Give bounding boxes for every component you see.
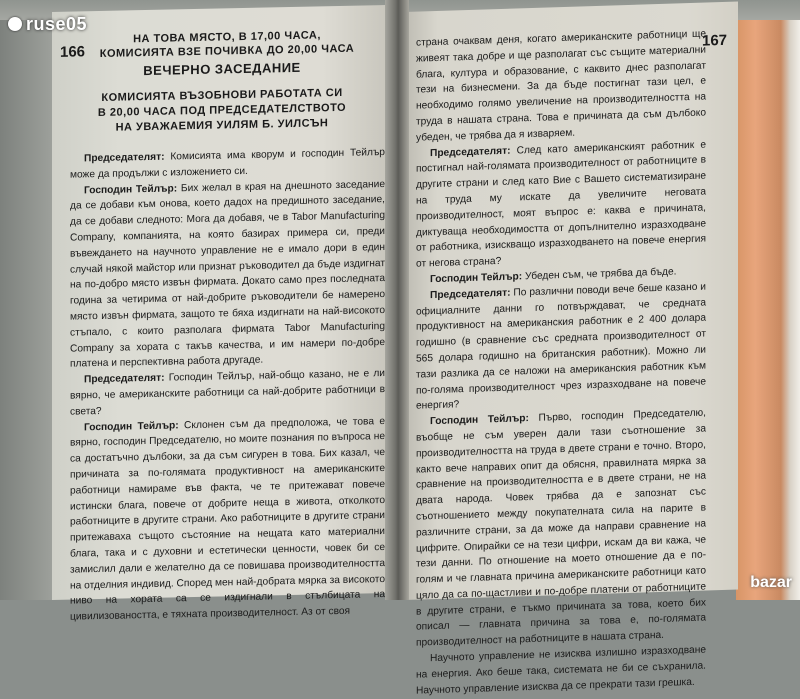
right-page-body (416, 27, 706, 699)
paragraph-text: Склонен съм да предположа, че това е вярно, господин Председателю, но моите познания по въпроса не са достатъчно дълбоки, за да съм сигурен в това. Бих казал, че причината за по-голямата продуктивност на американските работници намираме във факта, че те притежават повече истински блага, повече от добрите неща в живота, отколкото работниците в другите страни. Ако работниците в другите страни притежаваха същото състояние на нещата като материални блага, така и с духовни и естетически ценности, човек би се замислил дали е желателно да се повишава производителността на отделния индивид. Според мен най-добрата мярка за високото ниво на хората са се издигнали в стълбицата на цивилизоваността, е тяхната производителност. Аз от своя (70, 415, 385, 623)
paragraph-text: Научното управление не изисква излишно изразходване на енергия. Ако беше така, системата не би се съхранила. Научното управление изисква да се прекрати тази грешка. (416, 644, 706, 697)
watermark-text: ruse05 (26, 14, 88, 34)
speaker-label: Господин Тейлър: (430, 413, 529, 428)
paragraph (70, 414, 385, 626)
right-page (404, 2, 738, 697)
speaker-label: Господин Тейлър: (84, 182, 178, 196)
watermark-icon (8, 17, 22, 31)
paragraph-text: След като американският работник е постигнал най-голямата производителност от работниците в другите страни и след като Вие с Вашето систематизиране на труда му искате да увеличите неговата производителност, моят въпрос е: каква е причината, диктуваща необходимостта от допълнително изразходване от работника, изискващо изразходването на повече енергия от негова страна? (416, 139, 706, 270)
speaker-label: Председателят: (84, 372, 165, 386)
paragraph-text: Бих желал в края на днешното заседание да се добави към онова, което дадох на предишното заседание, да се добави следното: Мога да добавя, че в Tabor Manufacturing Company, компанията, на която базирах примера си, преди въвеждането на научното управление не е имало дори в един случай някой майстор или признат ръководител да бъде издигнат на по-добро място извън фирмата. Докато само през последната година за четирима от най-добрите ръководители бе намерено място извън фирмата, защото те бяха издигнати на най-високото стъпало, с които разполага фирмата Tabor Manufacturing Company за хората с такъв качества, и им намери по-добре платена и перспективна работа другаде. (70, 178, 385, 370)
header-line-2: КОМИСИЯТА ВЗЕ ПОЧИВКА ДО 20,00 ЧАСА (99, 42, 355, 61)
page-number-right: 167 (702, 31, 728, 50)
subtitle-line-2: В 20,00 ЧАСА ПОД ПРЕДСЕДАТЕЛСТВОТО (97, 101, 347, 120)
paragraph (416, 279, 706, 414)
speaker-label: Господин Тейлър: (430, 271, 523, 286)
site-watermark (8, 14, 87, 35)
paragraph (70, 366, 385, 420)
speaker-label: Председателят: (84, 151, 165, 165)
paragraph-text: Първо, господин Председателю, въобще не съм уверен дали тази съотношение за производителността на труда в двете страни е точно. Второ, както вече направих опит да обясня, правилната мярка за сравнение на производителността е в двете страни, не на двата народа. Човек трябва да е запознат със съотношението между покупателната сила на парите в различните страни, за да може да направи сравнение на цифрите. Опирайки се на тези цифри, искам да ви кажа, че тези данни. По отношение на моето отношение да е по-голям и че главната причина американските работници като цяло да са по-щастливи и по-добре платени от работниците в другите страни, е тъкмо причината за това, което бих описал — главната причина за това е, по-голямата производителност на работниците в нашата страна. (416, 407, 706, 649)
paragraph-text: По различни поводи вече беше казано и официалните данни го потвърждават, че средната продуктивност на американския работник е 2 400 долара годишно (в сравнение със средната производителност от 565 долара годишно на британския работник). Можно ли тази разлика да се наложи на американския работник към по-голяма производителност чрез изразходване на повече енергия? (416, 281, 706, 412)
paragraph (416, 643, 706, 699)
page-number-left: 166 (60, 43, 86, 61)
speaker-label: Председателят: (430, 145, 511, 159)
paragraph-text: страна очаквам деня, когато американските работници ще живеят така добре и ще разполагат със същите материални блага, култура и образование, с каквито днес разполагат тези на бизнесмени. За да бъде постигнат тази цел, е необходимо голямо увеличение на производителността на труда в нашата страна. Това е причината да съм дълбоко убеден, че трябва да я изваряем. (416, 28, 706, 144)
session-subtitle (72, 85, 372, 136)
table-edge-left (0, 20, 52, 600)
subtitle-line-3: НА УВАЖАЕМИЯ УИЛЯМ Б. УИЛСЪН (115, 117, 329, 134)
left-page (52, 5, 390, 623)
paragraph-text: Убеден съм, че трябва да бъде. (524, 266, 677, 283)
header-line-1: НА ТОВА МЯСТО, В 17,00 ЧАСА, (133, 29, 321, 46)
book-cover-edge (736, 20, 800, 600)
paragraph (70, 177, 385, 373)
section-title: ВЕЧЕРНО ЗАСЕДАНИЕ (143, 59, 301, 79)
left-page-body (70, 145, 385, 626)
paragraph (416, 27, 706, 147)
speaker-label: Господин Тейлър: (84, 419, 179, 433)
bazar-logo: bazar (750, 574, 792, 591)
paragraph (416, 137, 706, 272)
book-gutter (385, 0, 409, 600)
paragraph-text: Господин Тейлър, най-общо казано, не е ли вярно, че американските работници са най-добрите работници в света? (70, 368, 385, 418)
subtitle-line-1: КОМИСИЯТА ВЪЗОБНОВИ РАБОТАТА СИ (101, 86, 343, 104)
paragraph (416, 406, 706, 652)
paragraph-text: Комисията има кворум и господин Тейлър може да продължи с изложението си. (70, 147, 385, 181)
speaker-label: Председателят: (430, 287, 511, 301)
chapter-header (92, 28, 362, 62)
